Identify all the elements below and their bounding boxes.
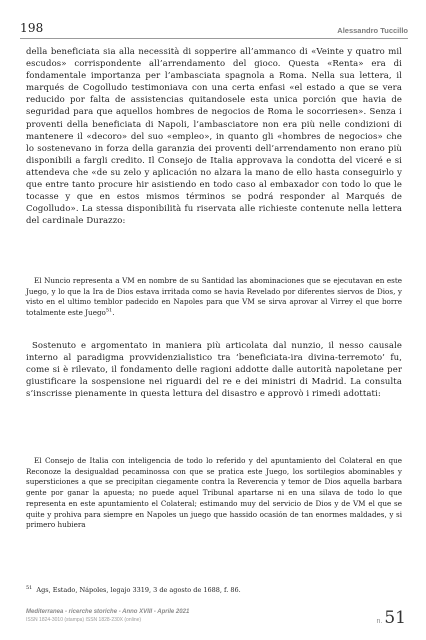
issue-prefix: n.: [376, 618, 383, 625]
issue-number: 51: [384, 608, 406, 628]
footnote: [26, 584, 402, 595]
paragraph-text: della beneficiata sia alla necessità di sopperire all’ammanco di «Veinte y quatro mil escudos» corrispondente all’arrendamento del gioco. Questa «Renta» era di fondamentale importanza per l’ambasciata spagnola a Roma. Nella sua lettera, il marqués de Cogolludo testimoniava con una certa enfasi «el estado a que se vera reducido por falta de assistencias quitandosele esta unica porción que havia de seguridad para que aquellos hombres de negocios de Roma le socorriesen». Senza i proventi della beneficiata di Napoli, l’ambasciatore non era più nelle condizioni di mantenere il «decoro» del suo «empleo», in quanto gli «hombres de negocios» che lo sostenevano in forza della garanzia dei proventi dell’arrendamento non erano più disponibili a fargli credito. Il Consejo de Italia approvava la condotta del viceré e si attendeva che «de su zelo y aplicación no alzara la mano de ello hasta conseguirlo y que entre tanto procure hir asistiendo en todo caso al embaxador con todo lo que le tocasse y que en estos mismos términos se podrá responder al Marqués de Cogolludo». La stessa disponibilità fu riservata alle richieste contenute nella lettera del cardinale Durazzo:: [26, 47, 402, 227]
block-quote-2: [26, 456, 402, 531]
journal-title: Mediterranea - ricerche storiche - Anno XVIII - Aprile 2021: [26, 609, 190, 615]
page-header: [20, 14, 408, 39]
paragraph-text: Sostenuto e argomentato in maniera più articolata dal nunzio, il nesso causale interno al paradigma provvidenzialistico tra ‘beneficiata-ira divina-terremoto’ fu, come si è rilevato, il fondamento delle ragioni addotte dalle autorità napoletane per giustificare la sospensione nei riguardi del re e dei ministri di Madrid. La consulta s’inscrisse pienamente in questa lettura del disastro e approvò i rimedi adottati:: [26, 341, 402, 400]
footnote-text: Ags, Estado, Nápoles, legajo 3319, 3 de agosto de 1688, f. 86.: [36, 586, 241, 595]
quote-paragraph: El Nuncio representa a VM en nombre de su Santidad las abominaciones que se ejecutavan en este Juego, y lo que la Ira de Dios estava irritada como se havia Revelado por diferentes siervos de Dios, y visto en el ultimo temblor padecido en Napoles para que VM se sirva aprovar al Virrey el que borre totalmente este Juego$^{51}$.: [26, 276, 402, 318]
quote-text: El Nuncio representa a VM en nombre de su Santidad las abominaciones que se ejecutavan en este Juego, y lo que la Ira de Dios estava irritada como se havia Revelado por diferentes siervos de Dios, y visto en el ultimo temblor padecido en Napoles para que VM se sirva aprovar al Virrey el que borre totalmente este Juego: [26, 276, 402, 318]
block-quote-1: [26, 276, 402, 319]
running-head-author: Alessandro Tuccillo: [337, 25, 408, 35]
footnote-number: 51: [26, 585, 33, 591]
page-footer: [26, 608, 406, 636]
footnote-reference[interactable]: 51: [105, 307, 113, 314]
footer-page-number-box: [377, 610, 406, 627]
quote-text: El Consejo de Italia con inteligencia de todo lo referido y del apuntamiento del Colateral en que Reconoze la desigualdad pecaminossa con que se pratica este Juego, los sortilegios abominables y supersticiones a que se precipitan ciegamente contra la Reverencia y temor de Dios aquella barbara gente por ganar la apuesta; no puede aquel Tribunal apartarse ni en una silava de todo lo que representa en este apuntamiento el Colateral; estimando muy del servicio de Dios y de VM el que se quite y prohiva para siempre en Napoles un juego que hassido ocasión de tan enormes maldades, y si primero hubiera: [26, 456, 402, 530]
issn-line: ISSN 1824-3010 (stampa) ISSN 1828-230X (online): [26, 617, 142, 623]
header-page-number: 198: [20, 21, 44, 35]
body-paragraph-2: [26, 340, 402, 400]
body-paragraph-1: [26, 46, 402, 227]
